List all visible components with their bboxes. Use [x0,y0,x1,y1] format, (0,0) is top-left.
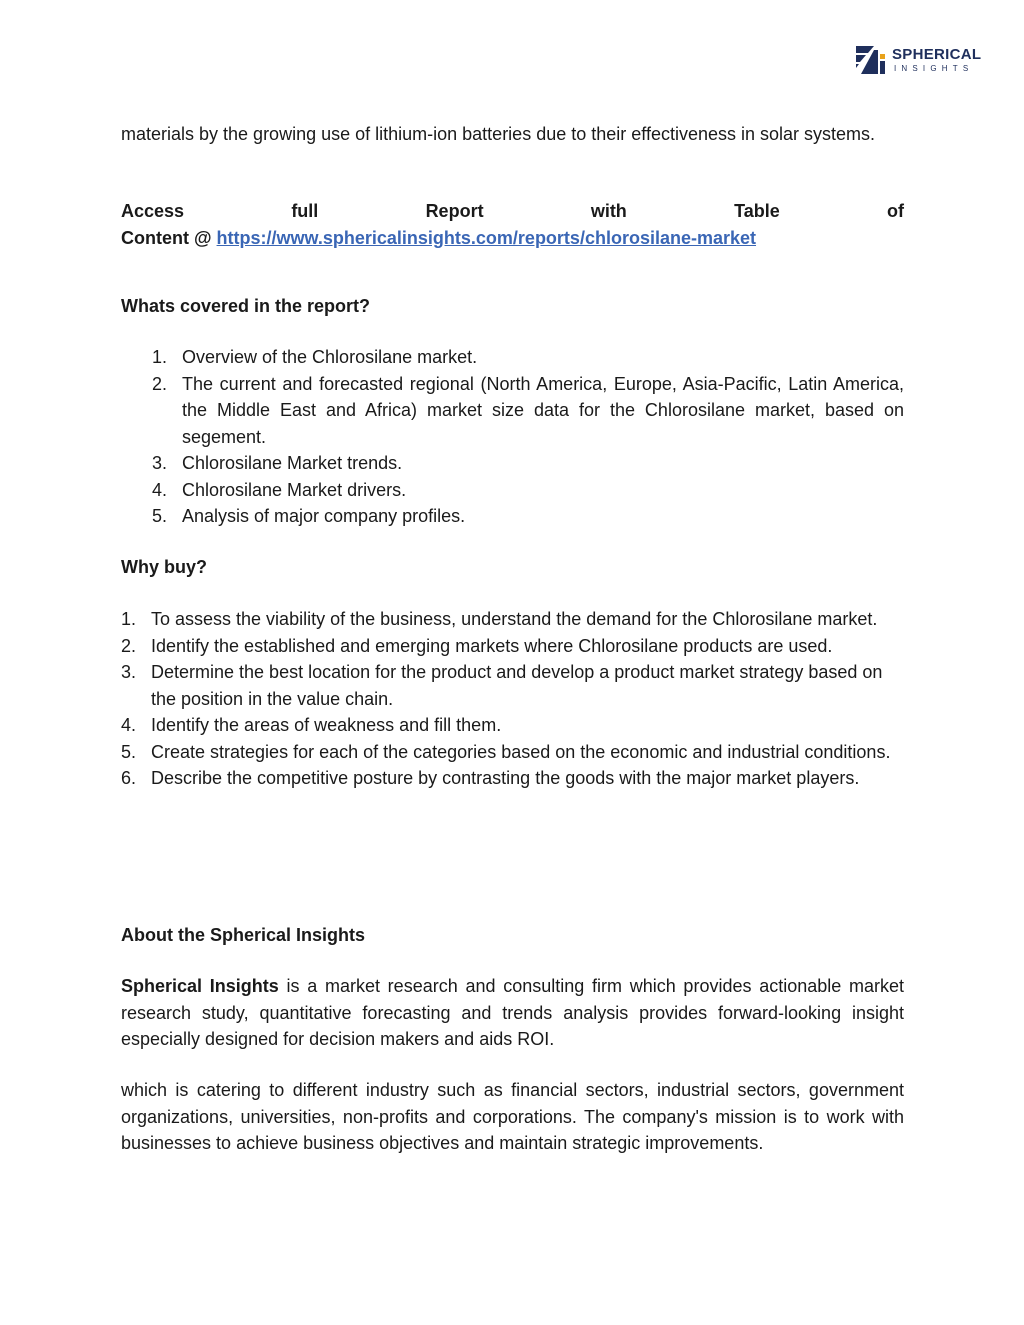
list-text: Chlorosilane Market trends. [182,453,403,473]
list-text: Create strategies for each of the categories based on the economic and industrial conditions. [151,741,891,762]
list-number: 1. [152,347,168,367]
logo-name: SPHERICAL [892,46,982,63]
list-number: 4. [152,479,168,500]
access-word: Access [121,201,185,221]
content-prefix: Content @ [121,227,217,248]
list-number: 1. [121,609,137,629]
list-text: To assess the viability of the business, understand the demand for the Chlorosilane market. [151,609,878,629]
about-text-2: which is catering to different industry such as financial sectors, industrial sectors, government organizations, universities, non-profits and corporations. The company's mission is to work with businesses to achieve business objectives and maintain strategic improvements. [121,1080,904,1153]
list-item [121,503,904,530]
list-item [121,633,904,660]
list-number: 2. [121,635,137,656]
access-word: of [887,201,904,221]
access-report-block [121,198,904,251]
about-description: is a market research and consulting firm which provides actionable market research study, quantitative forecasting and trends analysis provides forward-looking insight especially designed for decision makers and aids ROI. [121,976,910,1049]
list-item [121,477,904,504]
access-word: Report [425,201,484,221]
about-heading [121,922,904,949]
about-text-1 [121,973,910,1053]
report-link[interactable]: https://www.sphericalinsights.com/reports/chlorosilane-market [216,227,757,248]
access-link-line [121,225,904,252]
why-heading [121,554,904,581]
about-heading-text: About the Spherical Insights [121,925,366,945]
company-name: Spherical Insights [121,976,279,996]
about-paragraph-2 [121,1077,904,1157]
access-word: Table [734,201,780,221]
list-item [121,659,904,712]
about-paragraph-1 [121,973,910,1053]
covered-list [121,344,904,530]
why-heading-text: Why buy? [121,557,207,577]
access-word: with [590,201,627,221]
access-word: full [291,201,319,221]
list-text: The current and forecasted regional (North America, Europe, Asia-Pacific, Latin America, the Middle East and Africa) market size data for the Chlorosilane market, based on segement. [182,373,904,447]
list-number: 3. [152,453,168,473]
list-item [121,606,904,633]
why-list [121,606,904,792]
intro-paragraph [121,121,904,148]
logo-subtitle: INSIGHTS [894,64,974,73]
logo-mark-icon [856,46,886,74]
list-number: 3. [121,662,137,682]
list-number: 5. [121,741,137,762]
list-number: 6. [121,768,137,788]
list-text: Chlorosilane Market drivers. [182,479,407,500]
list-text: Identify the established and emerging markets where Chlorosilane products are used. [151,635,833,656]
list-text: Determine the best location for the product and develop a product market strategy based on the position in the value chain. [151,662,883,709]
access-line [121,198,904,225]
list-text: Describe the competitive posture by contrasting the goods with the major market players. [151,768,860,788]
list-text: Analysis of major company profiles. [182,506,466,526]
covered-heading-text: Whats covered in the report? [121,296,371,316]
list-item [121,712,904,739]
intro-text: materials by the growing use of lithium-ion batteries due to their effectiveness in solar systems. [121,124,876,144]
list-item [121,450,904,477]
list-item [121,371,904,451]
list-text: Overview of the Chlorosilane market. [182,347,478,367]
list-number: 4. [121,715,137,735]
list-number: 2. [152,373,168,394]
list-item [121,344,904,371]
list-item [121,765,904,792]
covered-heading [121,293,904,320]
list-item [121,739,904,766]
list-number: 5. [152,506,168,526]
list-text: Identify the areas of weakness and fill them. [151,715,502,735]
spherical-insights-logo [856,46,982,78]
